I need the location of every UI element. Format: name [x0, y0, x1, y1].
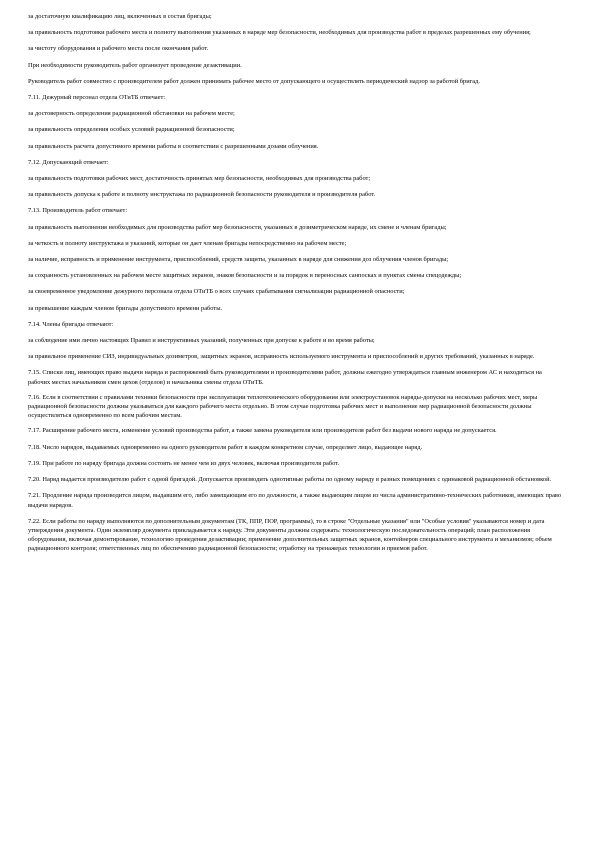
section-heading-7-12: 7.12. Допускающий отвечает: — [28, 158, 109, 166]
paragraph-7-17: 7.17. Расширение рабочего места, изменение условий производства работ, а также замена руководителя или производителя работ без выдачи нового наряда не допускается. — [28, 427, 497, 435]
section-heading-7-11: 7.11. Дежурный персонал отдела ОТиТБ отвечает: — [28, 94, 166, 102]
paragraph-5: Руководитель работ совместно с производителем работ должен принимать рабочее место от допускающего и осуществлять периодический надзор за работой бригад. — [28, 77, 480, 85]
section-heading-7-14: 7.14. Члены бригады отвечают: — [28, 320, 114, 328]
paragraph-15: за четкость и полноту инструктажа и указаний, которые он дает членам бригады непосредственно на рабочем месте; — [28, 239, 347, 247]
paragraph-12: за правильность допуска к работе и полноту инструктажа по радиационной безопасности руководителя и производителя работ. — [28, 191, 376, 199]
paragraph-1: за достаточную квалификацию лиц, включенных в состав бригады; — [28, 13, 212, 20]
section-heading-7-13: 7.13. Производитель работ отвечает: — [28, 207, 128, 215]
paragraph-3: за чистоту оборудования и рабочего места после окончания работ. — [28, 45, 209, 53]
paragraph-16: за наличие, исправность и применение инструмента, приспособлений, средств защиты, указанных в наряде для снижения доз облучения членов бригады; — [28, 256, 449, 264]
paragraph-9: за правильность расчета допустимого времени работы в соответствии с разрешенными дозами облучения. — [28, 142, 319, 150]
paragraph-11: за правильность подготовки рабочих мест, достаточность принятых мер безопасности, необходимых для производства работ; — [28, 175, 371, 183]
paragraph-19: за превышение каждым членом бригады допустимого времени работы. — [28, 304, 223, 312]
paragraph-7-19: 7.19. При работе по наряду бригада должна состоять не менее чем из двух человек, включая производителя работ. — [28, 459, 340, 467]
paragraph-7: за достоверность определения радиационной обстановки на рабочем месте; — [28, 110, 235, 118]
paragraph-18: за своевременное уведомление дежурного персонала отдела ОТиТБ о всех случаях срабатывания сигнализации радиационной опасности; — [28, 288, 405, 296]
paragraph-8: за правильность определения особых условий радиационной безопасности; — [28, 126, 235, 134]
paragraph-21: за соблюдение ими лично настоящих Правил и инструктивных указаний, полученных при допуске к работе и во время работы; — [28, 337, 375, 345]
paragraph-4: При необходимости руководитель работ организует проведение дезактивации. — [28, 61, 242, 69]
paragraph-7-15: 7.15. Списки лиц, имеющих право выдачи наряда и распоряжений быть руководителями и производителями работ, должны ежегодно утверждаться главным инженером АС и находиться на рабочих местах начальников смен цехов (отделов) и начальника смены отдела ОТиТБ. — [28, 369, 542, 386]
paragraph-7-22: 7.22. Если работы по наряду выполняются по дополнительным документам (ТК, ППР, ПОР, программы), то в строке "Отдельные указания" или "Особые условия" указываются номер и дата утверждения документа. Один экземпляр документа прикладывается к наряду. Эти документы должны содержать: технологическую последовательность операций; план расположения оборудования, включая демонтирование, технологию проведения дезактивации; применение дополнительных защитных экранов, контейнеров специального инструмента и механизмов; объем радиационного контроля; ответственных лиц по обеспечению радиационной безопасности; отработку на тренажерах технологии и приемов работ. — [28, 517, 552, 553]
paragraph-14: за правильность выполнения необходимых для производства работ мер безопасности, указанных в дозиметрическом наряде, их смене и членам бригады; — [28, 223, 447, 231]
paragraph-7-16: 7.16. Если в соответствии с правилами техники безопасности при эксплуатации теплотехнического оборудования или электроустановок наряды-допуски на несколько рабочих мест, меры радиационной безопасности должны указываться для каждого рабочего места отдельно. В этом случае подготовка рабочих мест и выполнение мер радиационной безопасности должны осуществляться одновременно по всем рабочим местам. — [28, 393, 538, 420]
paragraph-22: за правильное применение СИЗ, индивидуальных дозиметров, защитных экранов, исправность используемого инструмента и приспособлений и других требований, указанных в наряде. — [28, 353, 535, 361]
paragraph-17: за сохранность установленных на рабочем месте защитных экранов, знаков безопасности и за порядок в переносных санпосках и пунктах смены спецодежды; — [28, 272, 462, 280]
paragraph-7-21: 7.21. Продление наряда производится лицом, выдавшим его, либо замещающим его по должности, а также выдающим лицом из числа административно-технических работников, имеющих право выдачи нарядов. — [28, 492, 562, 509]
paragraph-7-20: 7.20. Наряд выдается производителю работ с одной бригадой. Допускается производить однотипные работы по одному наряду в разных помещениях с одинаковой радиационной обстановкой. — [28, 476, 552, 484]
paragraph-7-18: 7.18. Число нарядов, выдаваемых одновременно на одного руководителя работ в каждом конкретном случае, определяет лицо, выдающее наряд. — [28, 443, 423, 451]
paragraph-2: за правильность подготовки рабочего места и полноту выполнения указанных в наряде мер безопасности, необходимых для производства работ в пределах разрешенных ему обучения; — [28, 29, 531, 37]
